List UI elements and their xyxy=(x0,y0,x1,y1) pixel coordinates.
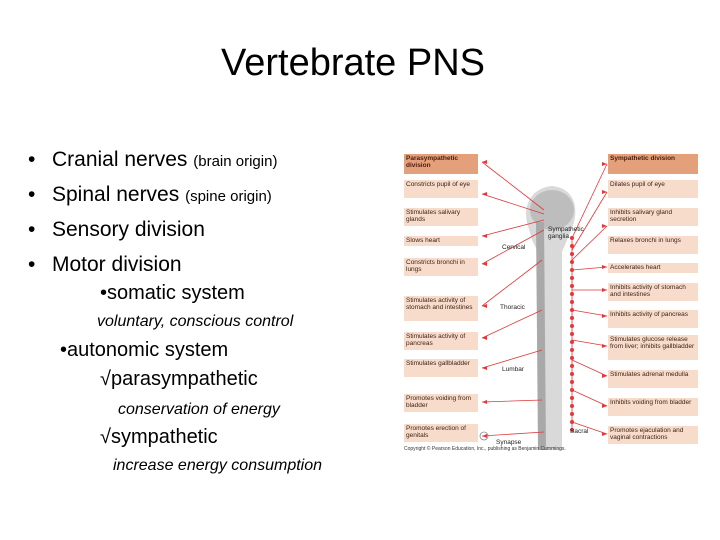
symp-item: Dilates pupil of eye xyxy=(608,180,698,198)
para-header: Parasympathetic division xyxy=(404,154,478,174)
sympathetic-nerves xyxy=(572,164,607,434)
sympathetic-description: increase energy consumption xyxy=(113,457,323,474)
somatic-description: voluntary, conscious control xyxy=(97,313,294,330)
bullet-text: Motor division xyxy=(52,253,182,276)
para-item: Constricts pupil of eye xyxy=(404,180,478,198)
slide-title: Vertebrate PNS xyxy=(220,42,486,84)
symp-item: Relaxes bronchi in lungs xyxy=(608,236,698,254)
para-item: Slows heart xyxy=(404,236,478,246)
cervical-label: Cervical xyxy=(502,244,526,251)
symp-item: Stimulates glucose release from liver; inhibits gallbladder xyxy=(608,335,698,360)
symp-item: Inhibits activity of stomach and intestines xyxy=(608,283,698,301)
bullet-marker: • xyxy=(28,253,36,276)
para-item: Promotes voiding from bladder xyxy=(404,394,478,412)
symp-item: Stimulates adrenal medulla xyxy=(608,370,698,388)
ganglion-node xyxy=(570,412,574,416)
ganglion-node xyxy=(570,276,574,280)
spinal-cord xyxy=(540,222,542,450)
bullet-item-spinal xyxy=(28,183,272,207)
figure-credit: Copyright © Pearson Education, Inc., publishing as Benjamin Cummings. xyxy=(404,446,566,452)
spinal-para-nerves xyxy=(482,260,544,436)
para-item: Stimulates gallbladder xyxy=(404,359,478,377)
symp-item: Accelerates heart xyxy=(608,263,698,273)
parasympathetic-description: conservation of energy xyxy=(118,401,280,418)
ganglion-node xyxy=(570,404,574,408)
bullet-marker: • xyxy=(28,218,36,241)
symp-arrowheads xyxy=(602,162,607,436)
autonomic-nervous-system-figure xyxy=(402,150,702,455)
bullet-note: (spine origin) xyxy=(185,188,272,205)
sympathetic-ganglia-chain xyxy=(570,236,574,432)
para-item: Constricts bronchi in lungs xyxy=(404,258,478,276)
bullet-text: Sensory division xyxy=(52,218,205,241)
bullet-note: (brain origin) xyxy=(193,153,278,170)
ganglion-node xyxy=(570,300,574,304)
lumbar-label: Lumbar xyxy=(502,366,525,373)
bullet-item-cranial xyxy=(28,148,277,172)
ganglion-node xyxy=(570,380,574,384)
sacral-label: Sacral xyxy=(570,428,589,435)
bullet-item-sensory xyxy=(28,218,205,242)
ganglion-node xyxy=(570,364,574,368)
bullet-text: Cranial nerves xyxy=(52,148,194,171)
somatic-system: •somatic system xyxy=(100,282,245,304)
ganglion-node xyxy=(570,260,574,264)
symp-item: Inhibits activity of pancreas xyxy=(608,310,698,328)
ganglion-node xyxy=(570,396,574,400)
ganglion-node xyxy=(570,356,574,360)
thoracic-label: Thoracic xyxy=(500,304,525,311)
parasympathetic: √parasympathetic xyxy=(100,368,258,390)
ganglion-node xyxy=(570,284,574,288)
ganglion-node xyxy=(570,332,574,336)
para-item: Promotes erection of genitals xyxy=(404,424,478,442)
ganglion-node xyxy=(570,372,574,376)
ganglion-node xyxy=(570,324,574,328)
para-arrowheads xyxy=(482,160,487,438)
bullet-text: Spinal nerves xyxy=(52,183,186,206)
ganglion-node xyxy=(570,292,574,296)
ganglion-node xyxy=(570,316,574,320)
para-item: Stimulates activity of pancreas xyxy=(404,332,478,350)
symp-item: Promotes ejaculation and vaginal contractions xyxy=(608,426,698,444)
ganglia-label: Sympathetic ganglia xyxy=(548,226,584,240)
symp-item: Inhibits voiding from bladder xyxy=(608,398,698,416)
para-item: Stimulates salivary glands xyxy=(404,208,478,226)
bullet-marker: • xyxy=(28,148,36,171)
ganglion-node xyxy=(570,252,574,256)
bullet-marker: • xyxy=(28,183,36,206)
sympathetic: √sympathetic xyxy=(100,426,218,448)
bullet-item-motor xyxy=(28,253,182,277)
ganglion-node xyxy=(570,348,574,352)
para-item: Stimulates activity of stomach and intestines xyxy=(404,296,478,321)
symp-header: Sympathetic division xyxy=(608,154,698,174)
synapse-label: Synapse xyxy=(496,439,522,446)
symp-item: Inhibits salivary gland secretion xyxy=(608,208,698,226)
autonomic-system: •autonomic system xyxy=(60,339,229,361)
